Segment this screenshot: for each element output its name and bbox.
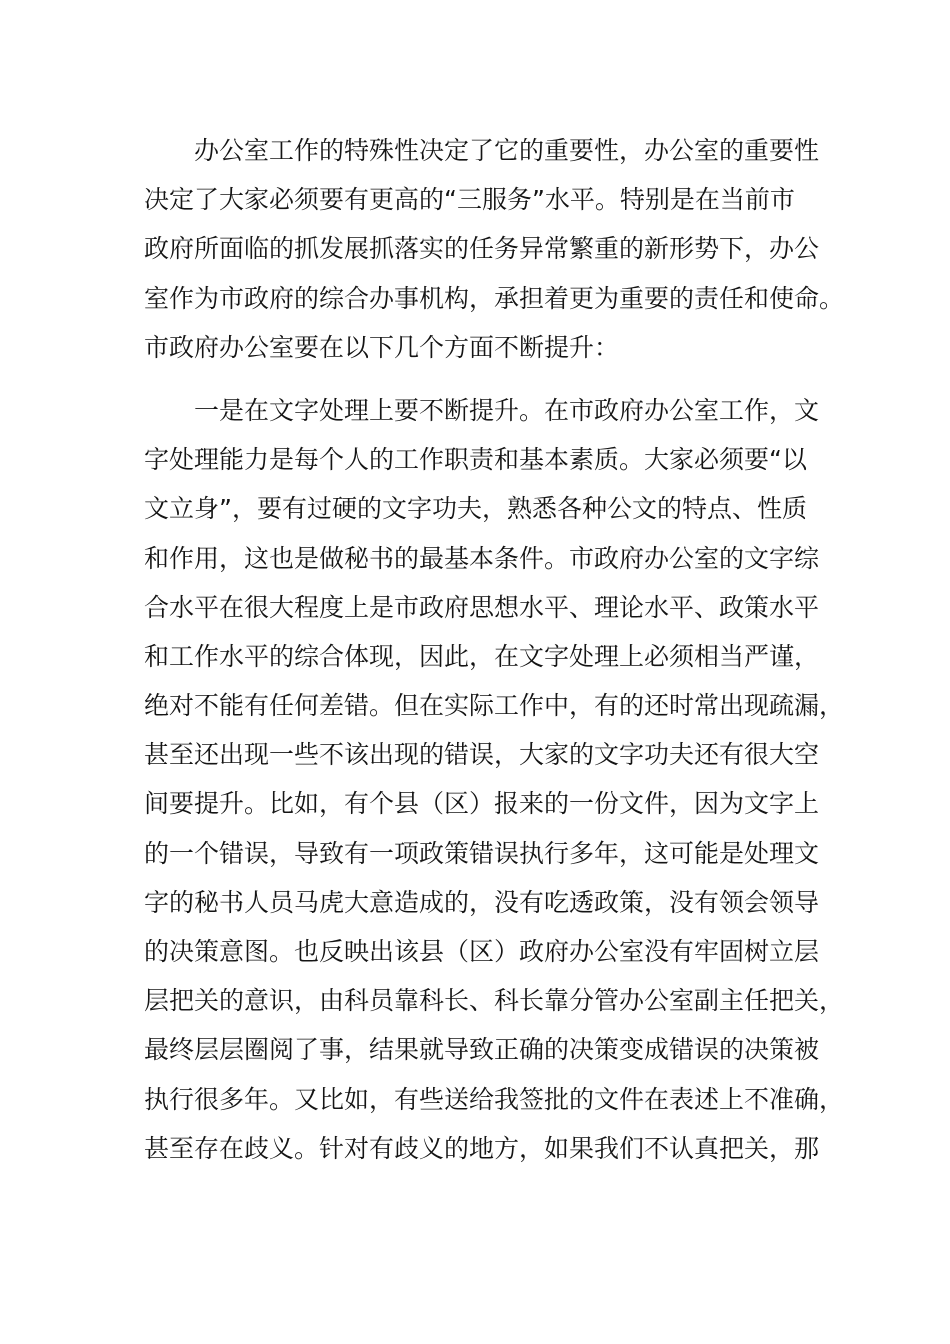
text-line: 文立身”，要有过硬的文字功夫，熟悉各种公文的特点、性质 <box>144 494 807 524</box>
text-line: 层把关的意识，由科员靠科长、科长靠分管办公室副主任把关， <box>144 986 845 1016</box>
text-line: 合水平在很大程度上是市政府思想水平、理论水平、政策水平 <box>144 592 820 622</box>
text-line: 和工作水平的综合体现，因此，在文字处理上必须相当严谨， <box>144 641 820 671</box>
document-body <box>144 126 845 1173</box>
text-line: 甚至还出现一些不该出现的错误，大家的文字功夫还有很大空 <box>144 740 820 770</box>
text-line: 决定了大家必须要有更高的“三服务”水平。特别是在当前市 <box>144 185 795 215</box>
text-line: 最终层层圈阅了事，结果就导致正确的决策变成错误的决策被 <box>144 1035 820 1065</box>
text-line: 政府所面临的抓发展抓落实的任务异常繁重的新形势下，办公 <box>144 234 820 264</box>
text-line: 执行很多年。又比如，有些送给我签批的文件在表述上不准确， <box>144 1084 845 1114</box>
text-line: 和作用，这也是做秘书的最基本条件。市政府办公室的文字综 <box>144 543 820 573</box>
text-line: 的决策意图。也反映出该县（区）政府办公室没有牢固树立层 <box>144 937 820 966</box>
text-line: 一是在文字处理上要不断提升。在市政府办公室工作，文 <box>194 395 820 425</box>
text-line: 办公室工作的特殊性决定了它的重要性，办公室的重要性 <box>194 136 820 165</box>
text-line: 字处理能力是每个人的工作职责和基本素质。大家必须要“以 <box>144 445 807 475</box>
text-line: 甚至存在歧义。针对有歧义的地方，如果我们不认真把关，那 <box>144 1133 820 1163</box>
text-line: 市政府办公室要在以下几个方面不断提升： <box>144 332 620 362</box>
paragraph-intro <box>144 126 845 372</box>
paragraph-spacer <box>144 372 806 386</box>
text-line: 室作为市政府的综合办事机构，承担着更为重要的责任和使命。 <box>144 283 845 313</box>
text-line: 间要提升。比如，有个县（区）报来的一份文件，因为文字上 <box>144 789 820 819</box>
text-line: 绝对不能有任何差错。但在实际工作中，有的还时常出现疏漏， <box>144 691 845 721</box>
text-line: 的一个错误，导致有一项政策错误执行多年，这可能是处理文 <box>144 838 820 868</box>
paragraph-writing <box>144 386 845 1173</box>
text-line: 字的秘书人员马虎大意造成的，没有吃透政策，没有领会领导 <box>144 887 820 917</box>
